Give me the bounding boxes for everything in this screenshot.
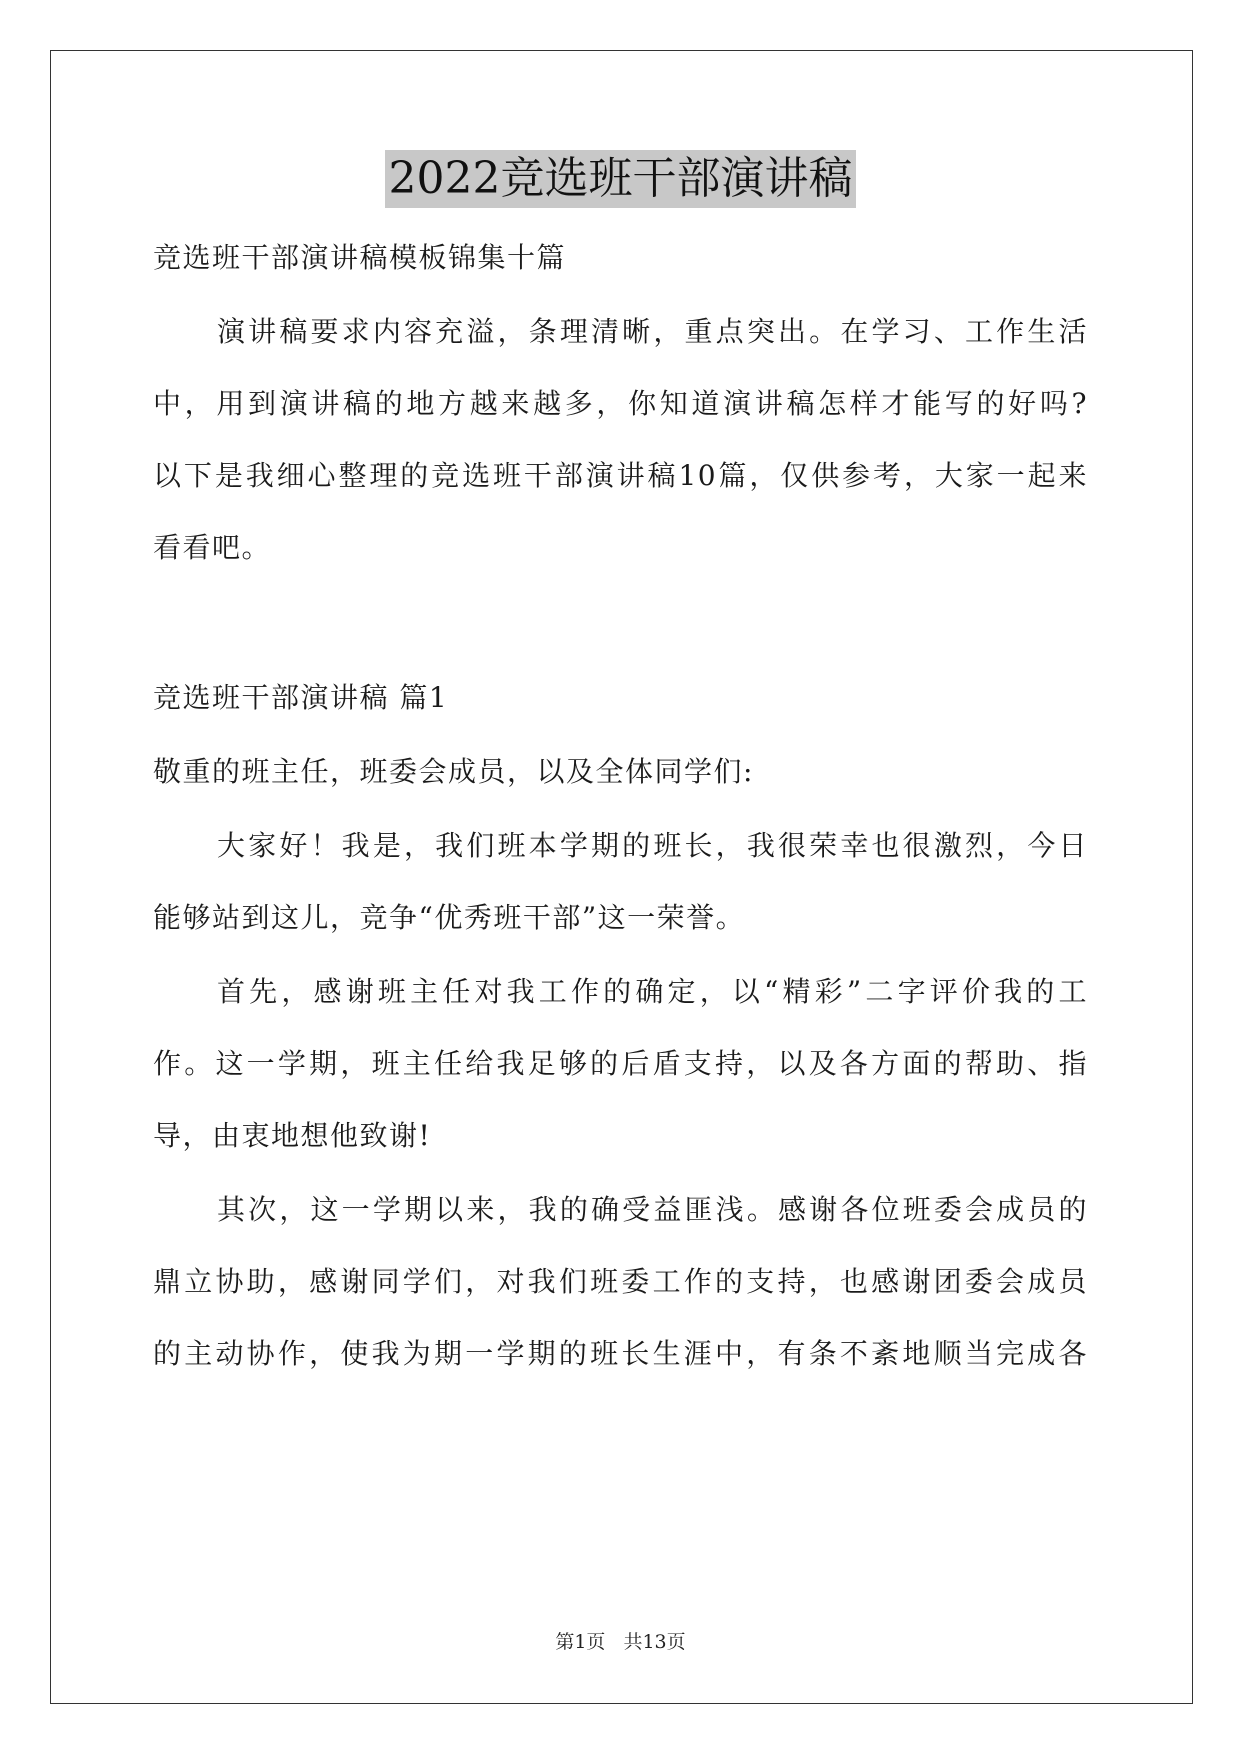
body-line-7: 其次，这一学期以来，我的确受益匪浅。感谢各位班委会成员的 [217,1193,1088,1226]
section-heading: 竞选班干部演讲稿 篇1 [153,681,449,714]
body-line-3: 能够站到这儿，竞争“优秀班干部”这一荣誉。 [153,901,746,934]
document-subtitle: 竞选班干部演讲稿模板锦集十篇 [153,241,567,274]
page-footer [0,1629,1241,1655]
body-line-4: 首先，感谢班主任对我工作的确定，以“精彩”二字评价我的工 [217,975,1088,1008]
intro-line-3: 以下是我细心整理的竞选班干部演讲稿10篇，仅供参考，大家一起来 [153,459,1088,492]
intro-line-2: 中，用到演讲稿的地方越来越多，你知道演讲稿怎样才能写的好吗? [153,387,1088,420]
page-border [50,50,1193,1704]
intro-line-1: 演讲稿要求内容充溢，条理清晰，重点突出。在学习、工作生活 [217,315,1088,348]
body-line-9: 的主动协作，使我为期一学期的班长生涯中，有条不紊地顺当完成各 [153,1337,1088,1370]
page-total: 共13页 [623,1631,686,1653]
document-title: 2022竞选班干部演讲稿 [385,150,857,208]
title-container [0,150,1241,208]
body-line-6: 导，由衷地想他致谢! [153,1119,432,1152]
page-number: 第1页 [555,1631,606,1653]
body-line-8: 鼎立协助，感谢同学们，对我们班委工作的支持，也感谢团委会成员 [153,1265,1088,1298]
body-line-5: 作。这一学期，班主任给我足够的后盾支持，以及各方面的帮助、指 [153,1047,1088,1080]
body-line-2: 大家好！我是，我们班本学期的班长，我很荣幸也很激烈，今日 [217,829,1088,862]
body-line-1: 敬重的班主任，班委会成员，以及全体同学们: [153,755,754,788]
intro-line-4: 看看吧。 [153,531,272,564]
